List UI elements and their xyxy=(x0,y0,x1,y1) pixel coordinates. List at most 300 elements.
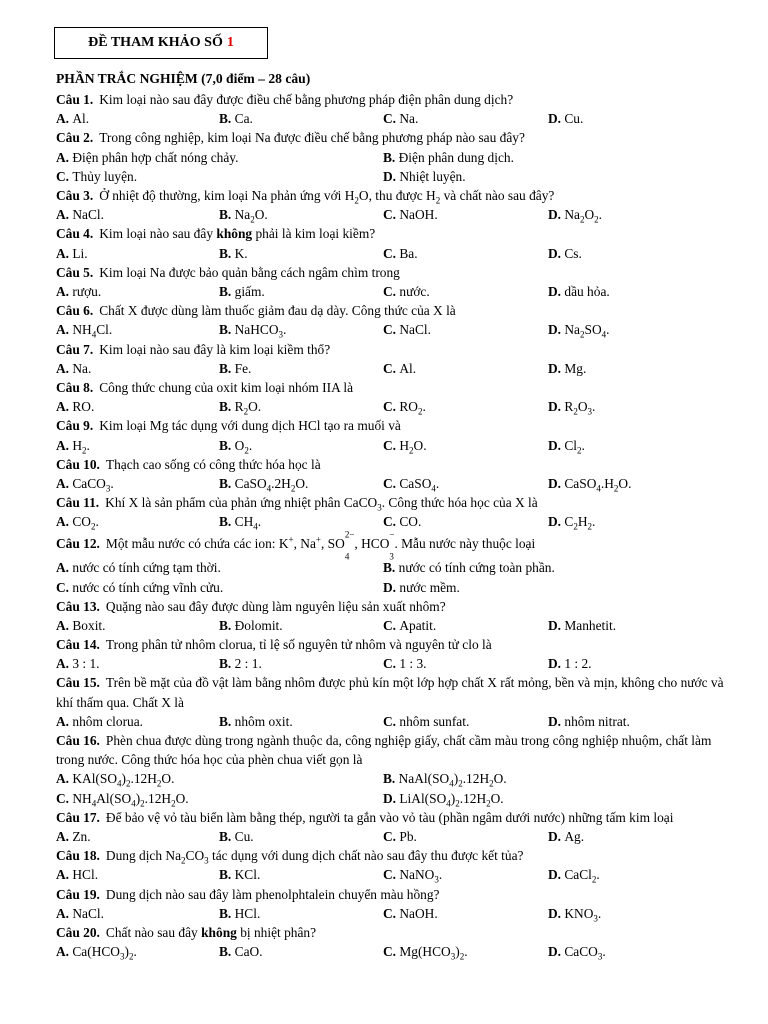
option-c[interactable] xyxy=(383,942,468,961)
option-a[interactable] xyxy=(56,109,89,128)
option-key: A. xyxy=(56,437,73,453)
question-text: Khí X là sản phẩm của phản ứng nhiệt phân CaCO$_3$. Công thức hóa học của X là xyxy=(105,495,538,513)
option-text: NaHCO$_3$. xyxy=(234,322,287,341)
option-text: Na. xyxy=(72,360,92,376)
option-text: Manhetit. xyxy=(564,617,617,633)
option-c[interactable] xyxy=(383,320,431,339)
option-text: $LiAl(SO_4)_2.12H_2O$. xyxy=(399,790,504,809)
option-text: $C_2H_2$. xyxy=(564,514,596,532)
option-d[interactable] xyxy=(548,616,616,635)
option-key: B. xyxy=(219,245,235,261)
option-text: $R_2O_3$. xyxy=(564,399,596,417)
option-d[interactable] xyxy=(548,712,630,731)
options-row xyxy=(56,769,734,807)
question-14 xyxy=(56,635,734,673)
option-c[interactable] xyxy=(383,474,439,493)
question-stem xyxy=(56,416,734,435)
option-b[interactable] xyxy=(219,512,261,531)
option-key: C. xyxy=(383,283,400,299)
question-label: Câu 10. xyxy=(56,456,100,472)
option-text: Ca. xyxy=(234,111,253,127)
question-9 xyxy=(56,416,734,454)
option-key: B. xyxy=(383,560,399,576)
option-text: nước có tính cứng toàn phần. xyxy=(398,560,555,576)
question-16 xyxy=(56,731,734,808)
question-8 xyxy=(56,378,734,416)
question-stem xyxy=(56,493,734,512)
options-row xyxy=(56,244,734,263)
option-a[interactable] xyxy=(56,558,221,577)
option-text: $Ca(HCO_3)_2$. xyxy=(72,944,137,962)
question-11 xyxy=(56,493,734,531)
option-text: NaCl. xyxy=(72,905,104,921)
option-b[interactable] xyxy=(219,827,254,846)
question-stem xyxy=(56,731,734,769)
option-a[interactable] xyxy=(56,827,91,846)
option-key: C. xyxy=(383,867,400,883)
option-key: D. xyxy=(548,475,565,491)
option-text: $Na_2SO_4$. xyxy=(564,322,610,341)
option-text: $O_2$. xyxy=(234,437,253,456)
option-b[interactable] xyxy=(383,558,555,577)
option-key: D. xyxy=(383,790,400,806)
option-a[interactable] xyxy=(56,512,99,531)
option-text: CaCl$_2$. xyxy=(564,867,600,886)
option-key: C. xyxy=(383,944,400,960)
option-key: C. xyxy=(56,168,73,184)
option-text: nước mềm. xyxy=(399,579,460,595)
question-label: Câu 12. xyxy=(56,535,100,551)
option-text: $CaSO_4.2H_2O$. xyxy=(234,475,309,494)
option-text: $Mg(HCO_3)_2$. xyxy=(399,944,468,962)
option-b[interactable] xyxy=(219,616,283,635)
option-c[interactable] xyxy=(383,904,438,923)
option-c[interactable] xyxy=(383,205,438,224)
section-heading: PHẦN TRẮC NGHIỆM (7,0 điểm – 28 câu) xyxy=(56,71,311,86)
option-b[interactable] xyxy=(219,359,251,378)
option-c[interactable] xyxy=(383,512,421,531)
question-text: Thạch cao sống có công thức hóa học là xyxy=(105,456,321,472)
option-key: D. xyxy=(548,245,565,261)
option-text: $Na_2O$. xyxy=(234,207,268,225)
option-c[interactable] xyxy=(383,244,418,263)
option-a[interactable] xyxy=(56,942,137,961)
option-text: CaSO$_4$. xyxy=(399,475,440,494)
option-key: B. xyxy=(219,399,235,415)
option-text: K. xyxy=(234,245,248,261)
option-a[interactable] xyxy=(56,474,114,493)
option-a[interactable] xyxy=(56,436,90,455)
question-stem xyxy=(56,128,734,147)
option-text: Điện phân dung dịch. xyxy=(398,149,514,165)
question-label: Câu 9. xyxy=(56,418,94,434)
option-d[interactable] xyxy=(383,578,460,597)
option-c[interactable] xyxy=(383,359,416,378)
option-key: D. xyxy=(548,867,565,883)
question-stem xyxy=(56,301,734,320)
question-3 xyxy=(56,186,734,224)
option-b[interactable] xyxy=(219,109,253,128)
option-text: nước. xyxy=(399,283,430,299)
option-d[interactable] xyxy=(548,436,585,455)
option-b[interactable] xyxy=(219,244,248,263)
option-text: nhôm sunfat. xyxy=(399,713,470,729)
option-text: nhôm oxit. xyxy=(234,713,293,729)
question-text: Chất X được dùng làm thuốc giảm đau dạ dày. Công thức của X là xyxy=(99,303,456,319)
option-text: nhôm clorua. xyxy=(72,713,144,729)
option-key: A. xyxy=(56,399,73,415)
question-stem xyxy=(56,529,734,562)
question-stem xyxy=(56,885,734,904)
options-row xyxy=(56,616,734,635)
option-key: A. xyxy=(56,514,73,530)
option-text: NaCl. xyxy=(399,322,431,338)
option-key: A. xyxy=(56,829,73,845)
question-stem xyxy=(56,90,734,109)
option-a[interactable] xyxy=(56,904,104,923)
option-a[interactable] xyxy=(56,244,88,263)
options-row xyxy=(56,148,734,186)
option-b[interactable] xyxy=(219,397,261,416)
option-a[interactable] xyxy=(56,282,101,301)
question-list xyxy=(56,90,734,961)
options-row xyxy=(56,205,734,224)
option-text: Apatit. xyxy=(399,617,437,633)
option-key: C. xyxy=(56,790,73,806)
question-stem xyxy=(56,186,734,205)
option-key: A. xyxy=(56,111,73,127)
option-text: $KNO_3$. xyxy=(564,905,602,924)
option-text: Cu. xyxy=(234,829,254,845)
question-label: Câu 16. xyxy=(56,733,100,749)
option-c[interactable] xyxy=(56,789,189,808)
question-4 xyxy=(56,224,734,262)
option-b[interactable] xyxy=(383,148,514,167)
option-b[interactable] xyxy=(219,436,252,455)
option-c[interactable] xyxy=(383,712,469,731)
option-key: D. xyxy=(548,399,565,415)
option-text: Li. xyxy=(72,245,88,261)
option-text: NaNO$_3$. xyxy=(399,867,443,886)
option-text: $NaAl(SO_4)_2.12H_2O$. xyxy=(398,771,507,790)
question-label: Câu 5. xyxy=(56,264,94,280)
option-key: D. xyxy=(548,713,565,729)
question-7 xyxy=(56,340,734,378)
option-a[interactable] xyxy=(56,769,174,788)
exam-title-box xyxy=(54,27,268,59)
option-key: C. xyxy=(383,617,400,633)
question-text: Kim loại Mg tác dụng với dung dịch HCl tạo ra muối và xyxy=(99,418,401,434)
option-text: $NH_4Al(SO_4)_2.12H_2O$. xyxy=(72,790,189,809)
option-key: B. xyxy=(219,360,235,376)
question-stem xyxy=(56,846,734,865)
question-label: Câu 2. xyxy=(56,130,94,146)
option-d[interactable] xyxy=(548,474,631,493)
option-text: Điện phân hợp chất nóng chảy. xyxy=(72,149,239,165)
option-text: nước có tính cứng tạm thời. xyxy=(72,560,221,576)
question-text: Kim loại nào sau đây được điều chế bằng phương pháp điện phân dung dịch? xyxy=(99,92,514,107)
option-d[interactable] xyxy=(548,654,592,673)
option-a[interactable] xyxy=(56,865,98,884)
option-b[interactable] xyxy=(219,942,263,961)
options-row xyxy=(56,827,734,846)
option-text: Ag. xyxy=(564,829,585,845)
option-d[interactable] xyxy=(383,789,504,808)
option-c[interactable] xyxy=(383,109,418,128)
option-text: Boxit. xyxy=(72,617,106,633)
question-label: Câu 17. xyxy=(56,809,100,825)
option-text: Ba. xyxy=(399,245,418,261)
question-stem xyxy=(56,340,734,359)
option-d[interactable] xyxy=(548,244,582,263)
options-row xyxy=(56,712,734,731)
option-key: D. xyxy=(548,360,565,376)
question-stem xyxy=(56,923,734,942)
option-d[interactable] xyxy=(548,359,586,378)
option-c[interactable] xyxy=(383,865,442,884)
question-stem xyxy=(56,224,734,243)
option-key: B. xyxy=(383,149,399,165)
option-key: C. xyxy=(383,245,400,261)
option-b[interactable] xyxy=(219,712,293,731)
question-20 xyxy=(56,923,734,961)
option-c[interactable] xyxy=(56,578,223,597)
option-key: D. xyxy=(548,656,565,672)
option-key: D. xyxy=(548,283,565,299)
question-5 xyxy=(56,263,734,301)
option-key: B. xyxy=(219,437,235,453)
options-row xyxy=(56,558,734,596)
option-b[interactable] xyxy=(219,474,308,493)
option-a[interactable] xyxy=(56,148,238,167)
option-key: C. xyxy=(383,713,400,729)
option-key: B. xyxy=(219,905,235,921)
option-c[interactable] xyxy=(383,436,427,455)
option-text: NaCl. xyxy=(72,207,104,223)
option-c[interactable] xyxy=(383,616,436,635)
option-text: NaOH. xyxy=(399,207,438,223)
option-text: $Na_2O_2$. xyxy=(564,207,603,225)
option-key: A. xyxy=(56,617,73,633)
option-text: $CaSO_4.H_2O$. xyxy=(564,475,632,494)
options-row xyxy=(56,359,734,378)
options-row xyxy=(56,512,734,531)
option-b[interactable] xyxy=(219,654,262,673)
option-text: $H_2O$. xyxy=(399,437,427,456)
option-key: B. xyxy=(219,514,235,530)
option-key: A. xyxy=(56,867,73,883)
option-key: B. xyxy=(219,713,235,729)
question-label: Câu 8. xyxy=(56,379,94,395)
option-key: D. xyxy=(548,207,565,223)
option-key: D. xyxy=(548,905,565,921)
question-text: Quặng nào sau đây được dùng làm nguyên liệu sản xuất nhôm? xyxy=(105,598,446,614)
options-row xyxy=(56,397,734,416)
option-text: Zn. xyxy=(72,829,91,845)
question-label: Câu 4. xyxy=(56,226,94,242)
question-text: Kim loại nào sau đây không phải là kim loại kiềm? xyxy=(99,226,376,242)
option-text: $R_2O$. xyxy=(234,399,262,417)
option-d[interactable] xyxy=(548,320,609,339)
option-key: B. xyxy=(219,283,235,299)
question-text: Trong phân tử nhôm clorua, tỉ lệ số nguyên tử nhôm và nguyên tử clo là xyxy=(105,637,492,653)
option-key: C. xyxy=(383,656,400,672)
option-b[interactable] xyxy=(219,205,268,224)
question-label: Câu 11. xyxy=(56,495,100,511)
option-text: $KAl(SO_4)_2.12H_2O$. xyxy=(72,771,175,790)
option-key: B. xyxy=(219,867,235,883)
option-key: A. xyxy=(56,475,73,491)
option-c[interactable] xyxy=(383,282,430,301)
option-key: D. xyxy=(383,168,400,184)
option-text: nhôm nitrat. xyxy=(564,713,630,729)
options-row xyxy=(56,942,734,961)
option-key: B. xyxy=(219,207,235,223)
option-key: A. xyxy=(56,322,73,338)
option-key: A. xyxy=(56,771,73,787)
option-key: A. xyxy=(56,656,73,672)
option-key: A. xyxy=(56,905,73,921)
option-d[interactable] xyxy=(548,282,610,301)
option-text: 3 : 1. xyxy=(72,656,100,672)
question-15 xyxy=(56,673,734,731)
option-b[interactable] xyxy=(219,904,260,923)
option-key: B. xyxy=(219,656,235,672)
option-text: giấm. xyxy=(234,283,265,299)
question-stem xyxy=(56,455,734,474)
option-text: Nhiệt luyện. xyxy=(399,168,466,184)
question-label: Câu 3. xyxy=(56,187,94,203)
question-label: Câu 7. xyxy=(56,341,94,357)
options-row xyxy=(56,904,734,923)
option-key: C. xyxy=(383,829,400,845)
options-row xyxy=(56,320,734,339)
question-text: Dung dịch nào sau đây làm phenolphtalein chuyển màu hồng? xyxy=(105,886,440,902)
option-text: Na. xyxy=(399,111,419,127)
option-b[interactable] xyxy=(219,282,265,301)
question-label: Câu 19. xyxy=(56,886,100,902)
option-d[interactable] xyxy=(548,942,606,961)
option-d[interactable] xyxy=(548,865,600,884)
options-row xyxy=(56,282,734,301)
question-text: Trên bề mặt của đồ vật làm bằng nhôm được phủ kín một lớp hợp chất X rất mỏng, bền và mịn, không cho nước và khí thấm qua. Chất X là xyxy=(56,675,724,710)
option-d[interactable] xyxy=(383,167,466,186)
option-c[interactable] xyxy=(56,167,137,186)
option-text: nước có tính cứng vĩnh cửu. xyxy=(72,579,224,595)
option-d[interactable] xyxy=(548,904,601,923)
option-key: D. xyxy=(548,437,565,453)
option-a[interactable] xyxy=(56,712,143,731)
question-text: Trong công nghiệp, kim loại Na được điều chế bằng phương pháp nào sau đây? xyxy=(99,130,525,146)
option-key: D. xyxy=(383,579,400,595)
option-text: CaCO$_3$. xyxy=(564,944,606,962)
option-text: Thủy luyện. xyxy=(72,168,138,184)
option-text: $CO_2$. xyxy=(72,514,99,532)
option-d[interactable] xyxy=(548,109,583,128)
option-a[interactable] xyxy=(56,320,112,339)
option-c[interactable] xyxy=(383,827,417,846)
question-text: Để bảo vệ vỏ tàu biển làm bằng thép, người ta gắn vào vỏ tàu (phần ngâm dưới nước) những tấm kim loại xyxy=(105,809,674,825)
option-text: RO. xyxy=(72,399,95,415)
question-text: Công thức chung của oxit kim loại nhóm IIA là xyxy=(99,379,354,395)
option-d[interactable] xyxy=(548,205,602,224)
option-b[interactable] xyxy=(219,865,260,884)
option-text: 2 : 1. xyxy=(234,656,262,672)
option-text: HCl. xyxy=(72,867,99,883)
option-key: C. xyxy=(383,111,400,127)
option-text: 1 : 3. xyxy=(399,656,427,672)
option-a[interactable] xyxy=(56,616,106,635)
option-text: CaO. xyxy=(234,944,263,960)
option-key: C. xyxy=(383,322,400,338)
question-13 xyxy=(56,597,734,635)
option-a[interactable] xyxy=(56,654,100,673)
options-row xyxy=(56,654,734,673)
option-text: CO. xyxy=(399,514,422,530)
option-c[interactable] xyxy=(383,654,427,673)
question-label: Câu 20. xyxy=(56,925,100,941)
option-d[interactable] xyxy=(548,397,595,416)
option-key: B. xyxy=(219,322,235,338)
option-key: D. xyxy=(548,829,565,845)
option-key: C. xyxy=(383,514,400,530)
question-stem xyxy=(56,673,734,711)
option-key: B. xyxy=(219,829,235,845)
option-text: $H_2$. xyxy=(72,437,90,456)
question-label: Câu 15. xyxy=(56,675,100,691)
question-text: Dung dịch $Na_2CO_3$ tác dụng với dung dịch chất nào sau đây thu được kết tủa? xyxy=(105,848,524,866)
question-12 xyxy=(56,529,734,597)
question-text: Kim loại Na được bảo quản bằng cách ngâm chìm trong xyxy=(99,264,400,280)
question-label: Câu 14. xyxy=(56,637,100,653)
option-d[interactable] xyxy=(548,827,584,846)
option-text: Đolomit. xyxy=(234,617,283,633)
question-18 xyxy=(56,846,734,884)
exam-title: ĐỀ THAM KHẢO SỐ xyxy=(88,35,223,50)
option-key: B. xyxy=(219,944,235,960)
option-a[interactable] xyxy=(56,397,94,416)
option-key: B. xyxy=(219,617,235,633)
option-text: NaOH. xyxy=(399,905,438,921)
option-key: A. xyxy=(56,360,73,376)
option-key: A. xyxy=(56,283,73,299)
option-a[interactable] xyxy=(56,359,91,378)
option-c[interactable] xyxy=(383,397,426,416)
question-stem xyxy=(56,263,734,282)
option-text: KCl. xyxy=(234,867,261,883)
option-b[interactable] xyxy=(219,320,286,339)
options-row xyxy=(56,474,734,493)
option-text: Fe. xyxy=(234,360,252,376)
option-key: A. xyxy=(56,560,73,576)
option-a[interactable] xyxy=(56,205,104,224)
question-text: Chất nào sau đây không bị nhiệt phân? xyxy=(105,925,317,941)
option-text: rượu. xyxy=(72,283,102,299)
question-stem xyxy=(56,808,734,827)
options-row xyxy=(56,865,734,884)
option-text: Al. xyxy=(72,111,90,127)
option-b[interactable] xyxy=(383,769,507,788)
question-6 xyxy=(56,301,734,339)
option-text: CaCO$_3$. xyxy=(72,475,114,494)
question-label: Câu 13. xyxy=(56,598,100,614)
options-row xyxy=(56,436,734,455)
option-key: B. xyxy=(219,475,235,491)
option-text: $RO_2$. xyxy=(399,399,426,417)
option-text: Pb. xyxy=(399,829,417,845)
option-key: A. xyxy=(56,245,73,261)
option-d[interactable] xyxy=(548,512,595,531)
